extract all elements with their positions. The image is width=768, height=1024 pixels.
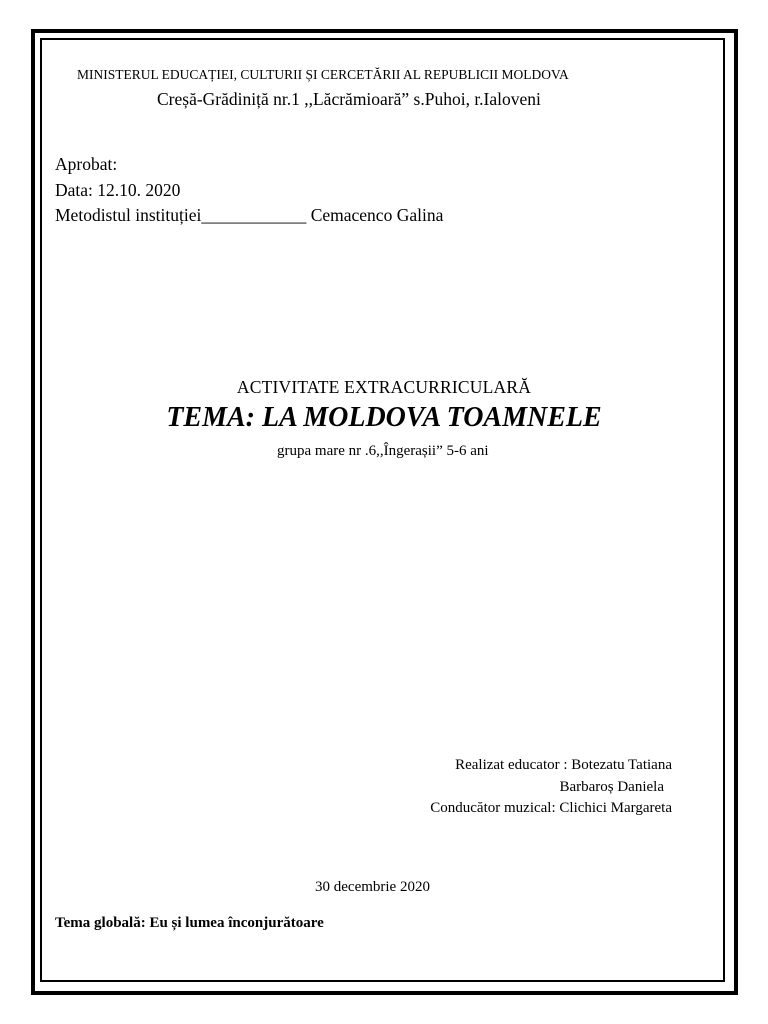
global-theme: Tema globală: Eu și lumea înconjurătoare [55, 915, 324, 931]
music-director-credit: Conducător muzical: Clichici Margareta [430, 800, 672, 816]
activity-theme-title: TEMA: LA MOLDOVA TOAMNELE [166, 402, 602, 433]
methodist-signature-line: Metodistul instituției____________ Cemacenco Galina [55, 205, 444, 225]
second-educator: Barbaroș Daniela [559, 778, 664, 795]
credits-block [430, 755, 672, 820]
document-date: 30 decembrie 2020 [315, 879, 430, 895]
educator-credit: Realizat educator : Botezatu Tatiana [455, 757, 672, 773]
ministry-heading: MINISTERUL EDUCAȚIEI, CULTURII ȘI CERCETĂRII AL REPUBLICII MOLDOVA [77, 67, 569, 82]
group-info: grupa mare nr .6,,Îngerașii” 5-6 ani [277, 443, 489, 459]
approval-label: Aprobat: [55, 154, 118, 174]
approval-date: Data: 12.10. 2020 [55, 180, 181, 200]
institution-name: Creșă-Grădiniță nr.1 ,,Lăcrămioară” s.Puhoi, r.Ialoveni [157, 89, 541, 109]
activity-type: ACTIVITATE EXTRACURRICULARĂ [236, 377, 532, 397]
